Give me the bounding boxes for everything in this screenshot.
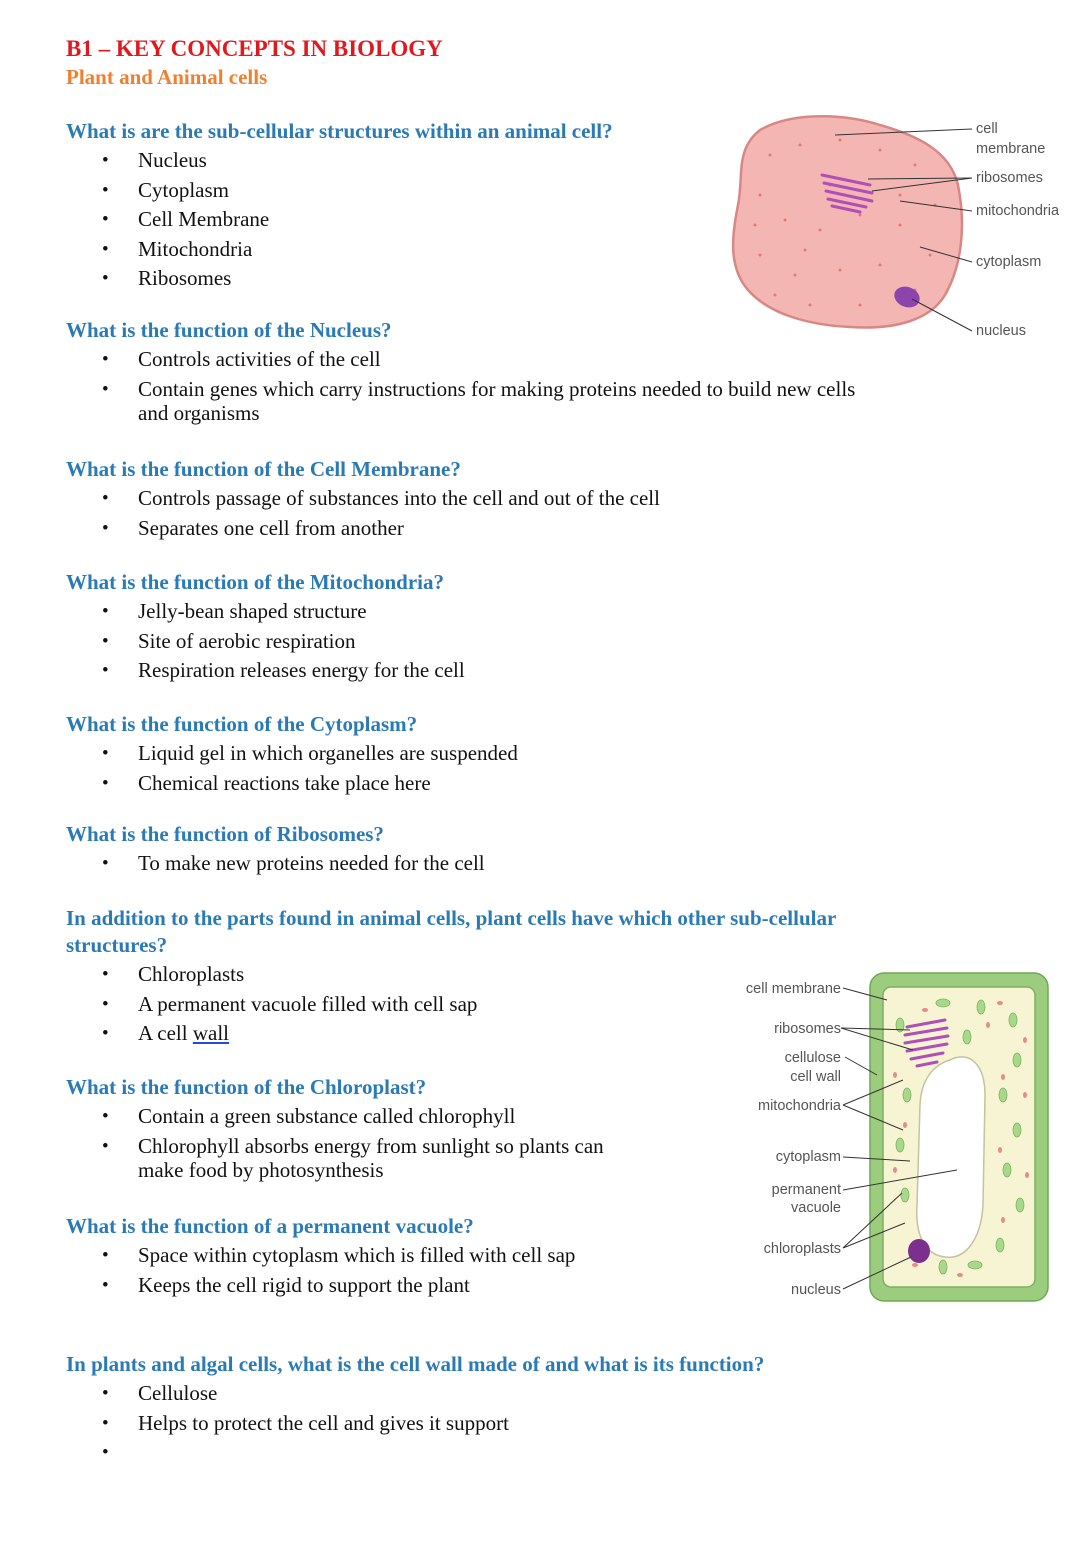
bullet-item: • Separates one cell from another bbox=[66, 515, 660, 543]
bullet-list bbox=[66, 1242, 575, 1299]
question: In addition to the parts found in animal cells, plant cells have which other sub-cellular bbox=[66, 906, 837, 930]
bullet-item: • Contain genes which carry instructions for making proteins needed to build new cells bbox=[66, 376, 855, 404]
nucleus-icon bbox=[908, 1239, 930, 1263]
bullet-item: • Contain a green substance called chlorophyll bbox=[66, 1103, 604, 1131]
bullet-list bbox=[66, 1103, 604, 1185]
question: What is are the sub-cellular structures within an animal cell? bbox=[66, 119, 613, 143]
section-ribosomes bbox=[66, 821, 485, 880]
bullet-item: • Space within cytoplasm which is filled with cell sap bbox=[66, 1242, 575, 1270]
bullet-list bbox=[66, 1380, 764, 1437]
section-cell-membrane bbox=[66, 456, 660, 544]
section-vacuole bbox=[66, 1213, 575, 1301]
bullet-item: • Respiration releases energy for the cell bbox=[66, 657, 465, 685]
bullet-continuation: make food by photosynthesis bbox=[138, 1158, 384, 1182]
bullet-item bbox=[66, 1020, 836, 1048]
bullet-text: A cell bbox=[138, 1021, 193, 1045]
label-permanent: permanent bbox=[771, 1182, 841, 1198]
bullet-item: • Controls passage of substances into the cell and out of the cell bbox=[66, 485, 660, 513]
bullet-item: • Controls activities of the cell bbox=[66, 346, 855, 374]
question: What is the function of a permanent vacuole? bbox=[66, 1214, 474, 1238]
page-subtitle: Plant and Animal cells bbox=[66, 65, 268, 89]
label-nucleus: nucleus bbox=[976, 323, 1026, 339]
section-mitochondria bbox=[66, 569, 465, 687]
animal-cell-diagram bbox=[700, 105, 1075, 355]
bullet-item: • Ribosomes bbox=[66, 265, 613, 293]
question-line2: structures? bbox=[66, 933, 168, 957]
section-cytoplasm bbox=[66, 711, 518, 799]
bullet-continuation: and organisms bbox=[138, 401, 260, 425]
bullet-item: • Site of aerobic respiration bbox=[66, 628, 465, 656]
question: What is the function of the Chloroplast? bbox=[66, 1075, 427, 1099]
bullet-item: • Chemical reactions take place here bbox=[66, 770, 518, 798]
label-cytoplasm: cytoplasm bbox=[775, 1149, 841, 1165]
label-mitochondria: mitochondria bbox=[757, 1098, 841, 1114]
bullet-item: • Cellulose bbox=[66, 1380, 764, 1408]
label-vacuole: vacuole bbox=[791, 1200, 841, 1216]
vacuole-icon bbox=[917, 1057, 985, 1257]
bullet-list bbox=[66, 598, 465, 685]
bullet-item: • Nucleus bbox=[66, 147, 613, 175]
bullet-item: • Chlorophyll absorbs energy from sunlight so plants can bbox=[66, 1133, 604, 1161]
underlined-word: wall bbox=[192, 1021, 229, 1045]
label-cell: cell bbox=[976, 121, 998, 137]
section-plant-structures bbox=[66, 905, 836, 1050]
section-cell-wall bbox=[66, 1351, 764, 1439]
bullet-item: • Mitochondria bbox=[66, 236, 613, 264]
bullet-item: • To make new proteins needed for the cell bbox=[66, 850, 485, 878]
bullet-item: • Cell Membrane bbox=[66, 206, 613, 234]
label-mitochondria: mitochondria bbox=[976, 203, 1060, 219]
label-cell-membrane: cell membrane bbox=[745, 981, 841, 997]
page-title: B1 – KEY CONCEPTS IN BIOLOGY bbox=[66, 36, 443, 61]
bullet-list bbox=[66, 961, 836, 1048]
bullet-item: • Liquid gel in which organelles are suspended bbox=[66, 740, 518, 768]
question: What is the function of the Nucleus? bbox=[66, 318, 392, 342]
animal-cell-body bbox=[733, 116, 962, 327]
label-cytoplasm: cytoplasm bbox=[976, 254, 1042, 270]
section-animal-structures bbox=[66, 118, 613, 295]
question: In plants and algal cells, what is the cell wall made of and what is its function? bbox=[66, 1352, 765, 1376]
bullet-list bbox=[66, 850, 485, 878]
bullet-item: • A permanent vacuole filled with cell sap bbox=[66, 991, 836, 1019]
bullet-list bbox=[66, 346, 855, 428]
label-ribosomes: ribosomes bbox=[976, 170, 1043, 186]
label-ribosomes: ribosomes bbox=[774, 1021, 841, 1037]
label-nucleus: nucleus bbox=[791, 1282, 841, 1298]
bullet-item: • Jelly-bean shaped structure bbox=[66, 598, 465, 626]
bullet-item: • Keeps the cell rigid to support the plant bbox=[66, 1272, 575, 1300]
label-membrane: membrane bbox=[976, 141, 1046, 157]
label-cellulose: cellulose bbox=[784, 1050, 841, 1066]
question: What is the function of the Cytoplasm? bbox=[66, 712, 418, 736]
section-chloroplast bbox=[66, 1074, 604, 1187]
bullet-item: • Cytoplasm bbox=[66, 177, 613, 205]
plant-cell-diagram bbox=[745, 965, 1055, 1310]
bullet-item: • Helps to protect the cell and gives it support bbox=[66, 1410, 764, 1438]
bullet-item: • Chloroplasts bbox=[66, 961, 836, 989]
bullet-list bbox=[66, 147, 613, 293]
label-cell-wall: cell wall bbox=[790, 1069, 841, 1085]
bullet-list bbox=[66, 485, 660, 542]
bullet-list bbox=[66, 740, 518, 797]
question: What is the function of Ribosomes? bbox=[66, 822, 384, 846]
label-chloroplasts: chloroplasts bbox=[763, 1241, 841, 1257]
question: What is the function of the Mitochondria? bbox=[66, 570, 444, 594]
question: What is the function of the Cell Membrane? bbox=[66, 457, 461, 481]
